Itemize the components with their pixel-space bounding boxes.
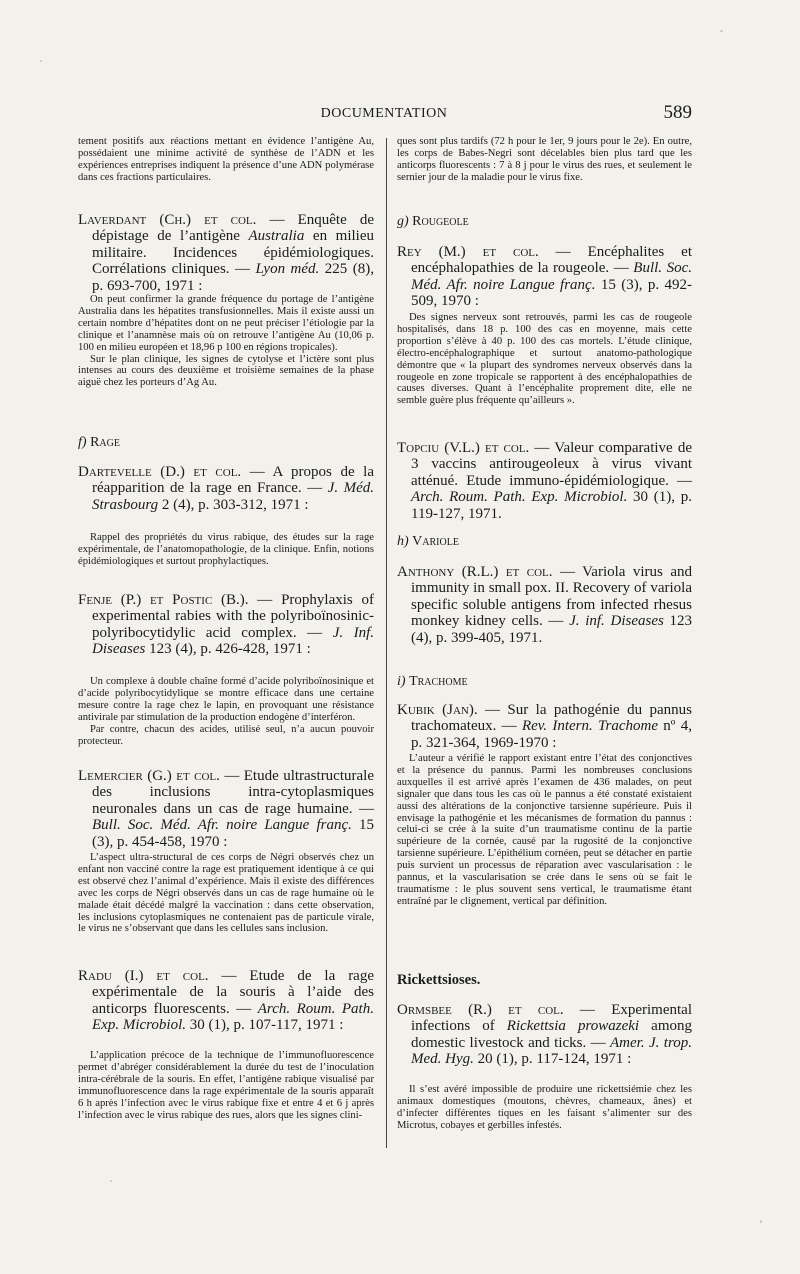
paper-speck bbox=[760, 1220, 762, 1223]
citation: Laverdant (Ch.) et col. — Enquête de dépistage de l’antigène Australia en milieu militaire. Incidences épidémiologiques. Corrélations cliniques. — Lyon méd. 225 (8), p. 693-700, 1971 : bbox=[78, 212, 375, 294]
citation: Anthony (R.L.) et col. — Variola virus and immunity in small pox. II. Recovery of variola specific soluble antigens from infected rhesus monkey kidney cells. — J. inf. Diseases 123 (4), p. 399-405, 1971. bbox=[397, 564, 692, 646]
abstract-lemercier: L’aspect ultra-structural de ces corps de Négri observés chez un enfant non vacciné contre la rage est pratiquement identique à ce qui est observé chez l’animal d’expérience. Mais il existe des différences avec les corps de Négri observés dans un cas de rage humaine où le malade était décédé malgré la vaccination : dans cette observation, les inclusions cytoplasmiques ne contenaient pas de particule virale, le virus ne s’observant que dans les cellules sans inclusion. bbox=[78, 852, 374, 935]
section-heading-rougeole: g) Rougeole bbox=[397, 214, 469, 229]
citation: Kubik (Jan). — Sur la pathogénie du pannus trachomateux. — Rev. Intern. Trachome nº 4, p. 321-364, 1969-1970 : bbox=[397, 702, 692, 751]
citation: Ormsbee (R.) et col. — Experimental infections of Rickettsia prowazeki among domestic livestock and ticks. — Amer. J. trop. Med. Hyg. 20 (1), p. 117-124, 1971 : bbox=[397, 1002, 693, 1068]
abstract-ormsbee: Il s’est avéré impossible de produire une rickettsiémie chez les animaux domestiques (moutons, chèvres, chameaux, ânes) et d’infecter différentes tiques en les faisant s’alimenter sur des Microtus, cobayes et gerbilles infestés. bbox=[397, 1084, 692, 1131]
section-heading-rage: f) Rage bbox=[78, 435, 120, 450]
continued-abstract: tement positifs aux réactions mettant en évidence l’antigène Au, possédaient une minime activité de synthèse de l’ADN et les expériences entreprises indiquent la présence d’une ADN polymérase dans ces fractions particulaires. bbox=[78, 136, 374, 183]
abstract-rey: Des signes nerveux sont retrouvés, parmi les cas de rougeole hospitalisés, dans 18 p. 100 des cas en moyenne, mais cette proportion s’élève à 40 p. 100 des cas mortels. L’étude clinique, électro-encéphalographique et surtout anatomo-pathologique démontre que « la plupart des syndromes nerveux observés dans la rougeole en zone tropicale se rapportent à des encéphalopathies de causes diverses. Quant à l’encéphalite proprement dite, elle ne semble guère plus fréquente qu’ailleurs ». bbox=[397, 312, 692, 407]
abstract-kubik: L’auteur a vérifié le rapport existant entre l’état des conjonctives et la présence du pannus. Parmi les nombreuses conclusions auxquelles il est arrivé après l’examen de 436 malades, on peut signaler que dans tous les cas où le pannus a été constaté existaient aussi des altérations de la conjonctive tarsienne supérieure. Puis il envisage la pathogénie et les mécanismes de formation du pannus : celui-ci se crée à la suite d’un traumatisme continu de la partie supérieure de la cornée, causé par la rugosité de la conjonctive tarsienne supérieure. L’épithélium cornéen, peut se détacher en partie puis survient un processus de réparation avec vascularisation : le pannus, et la vascularisation se crée dans le sens où se fait le traumatisme : le plus souvent sens vertical, le traumatisme étant entraîné par le clignement, vertical par définition. bbox=[397, 753, 692, 907]
abstract-fenje: Un complexe à double chaîne formé d’acide polyriboïnosinique et d’acide polyribocytidylique se montre efficace dans une certaine mesure contre la rage chez le lapin, en provoquant une résistance antivirale par stimulation de la production endogène d’interféron. Par contre, chacun des acides, utilisé seul, n’a aucun pouvoir protecteur. bbox=[78, 676, 374, 747]
citation: Topciu (V.L.) et col. — Valeur comparative de 3 vaccins antirougeoleux à virus vivant atténué. Etude immuno-épidémiologique. — Arch. Roum. Path. Exp. Microbiol. 30 (1), p. 119-127, 1971. bbox=[397, 440, 692, 522]
author: Laverdant (Ch.) et col. bbox=[78, 212, 257, 228]
abstract-laverdant: On peut confirmer la grande fréquence du portage de l’antigène Australia dans les hépatites transfusionnelles. Mais il existe aussi un certain nombre d’hépatites dont on ne peut préciser l’étiologie par la clinique et l’anamnèse mais où on retrouve l’antigène Au (10,06 p. 100 en milieu européen et 18,96 p 100 en régions tropicales). Sur le plan clinique, les signes de cytolyse et l’ictère sont plus intenses au cours des deuxième et troisième semaines de la phase aiguë chez les porteurs d’Ag Au. bbox=[78, 294, 374, 389]
entry-dartevelle bbox=[78, 464, 374, 513]
entry-ormsbee bbox=[397, 1002, 692, 1068]
entry-topciu bbox=[397, 440, 692, 522]
page-header bbox=[78, 104, 690, 126]
column-divider bbox=[386, 138, 387, 1148]
citation: Fenje (P.) et Postic (B.). — Prophylaxis of experimental rabies with the polyriboïnosinic-polyribocytidylic acid complex. — J. Inf. Diseases 123 (4), p. 426-428, 1971 : bbox=[78, 592, 375, 658]
citation: Lemercier (G.) et col. — Etude ultrastructurale des inclusions intra-cytoplasmiques neuronales dans un cas de rage humaine. — Bull. Soc. Méd. Afr. noire Langue franç. 15 (3), p. 454-458, 1970 : bbox=[78, 768, 375, 850]
citation: Dartevelle (D.) et col. — A propos de la réapparition de la rage en France. — J. Méd. Strasbourg 2 (4), p. 303-312, 1971 : bbox=[78, 464, 374, 513]
entry-kubik bbox=[397, 702, 692, 751]
entry-anthony bbox=[397, 564, 692, 646]
entry-rey bbox=[397, 244, 692, 310]
entry-fenje bbox=[78, 592, 374, 658]
abstract-radu: L’application précoce de la technique de l’immunofluorescence permet d’abréger considérablement la durée du test de l’inoculation intra-cérébrale de la souris. En effet, l’antigène rabique visualisé par immunofluorescence dans la rage expérimentale de la souris apparaît 6 h après l’infection avec le virus rabique fixe et entre 4 et 6 j après l’infection avec le virus rabique des rues, alors que les signes clini- bbox=[78, 1050, 374, 1121]
citation: Radu (I.) et col. — Etude de la rage expérimentale de la souris à l’aide des anticorps fluorescents. — Arch. Roum. Path. Exp. Microbiol. 30 (1), p. 107-117, 1971 : bbox=[78, 968, 375, 1034]
section-heading-trachome: i) Trachome bbox=[397, 674, 468, 689]
entry-radu bbox=[78, 968, 374, 1034]
section-heading-rickettsioses: Rickettsioses. bbox=[397, 972, 481, 988]
paper-speck bbox=[40, 60, 42, 62]
entry-laverdant bbox=[78, 212, 374, 294]
running-title: DOCUMENTATION bbox=[320, 106, 448, 121]
abstract-dartevelle: Rappel des propriétés du virus rabique, des études sur la rage expérimentale, de l’anatomopathologie, de la clinique. Enfin, notions épidémiologiques et surtout prophylactiques. bbox=[78, 532, 374, 567]
section-heading-variole: h) Variole bbox=[397, 534, 459, 549]
continued-abstract: ques sont plus tardifs (72 h pour le 1er, 9 jours pour le 2e). En outre, les corps de Babes-Negri sont décelables bien plus tard que les anticorps fluorescents : 7 à 8 j pour le virus des rues, et seulement le sernier jour de la maladie pour le virus fixe. bbox=[397, 136, 692, 183]
citation: Rey (M.) et col. — Encéphalites et encéphalopathies de la rougeole. — Bull. Soc. Méd. Afr. noire Langue franç. 15 (3), p. 492-509, 1970 : bbox=[397, 244, 693, 310]
entry-lemercier bbox=[78, 768, 374, 850]
paper-speck bbox=[720, 30, 723, 32]
paper-speck bbox=[110, 1180, 112, 1182]
page-number: 589 bbox=[663, 102, 692, 123]
